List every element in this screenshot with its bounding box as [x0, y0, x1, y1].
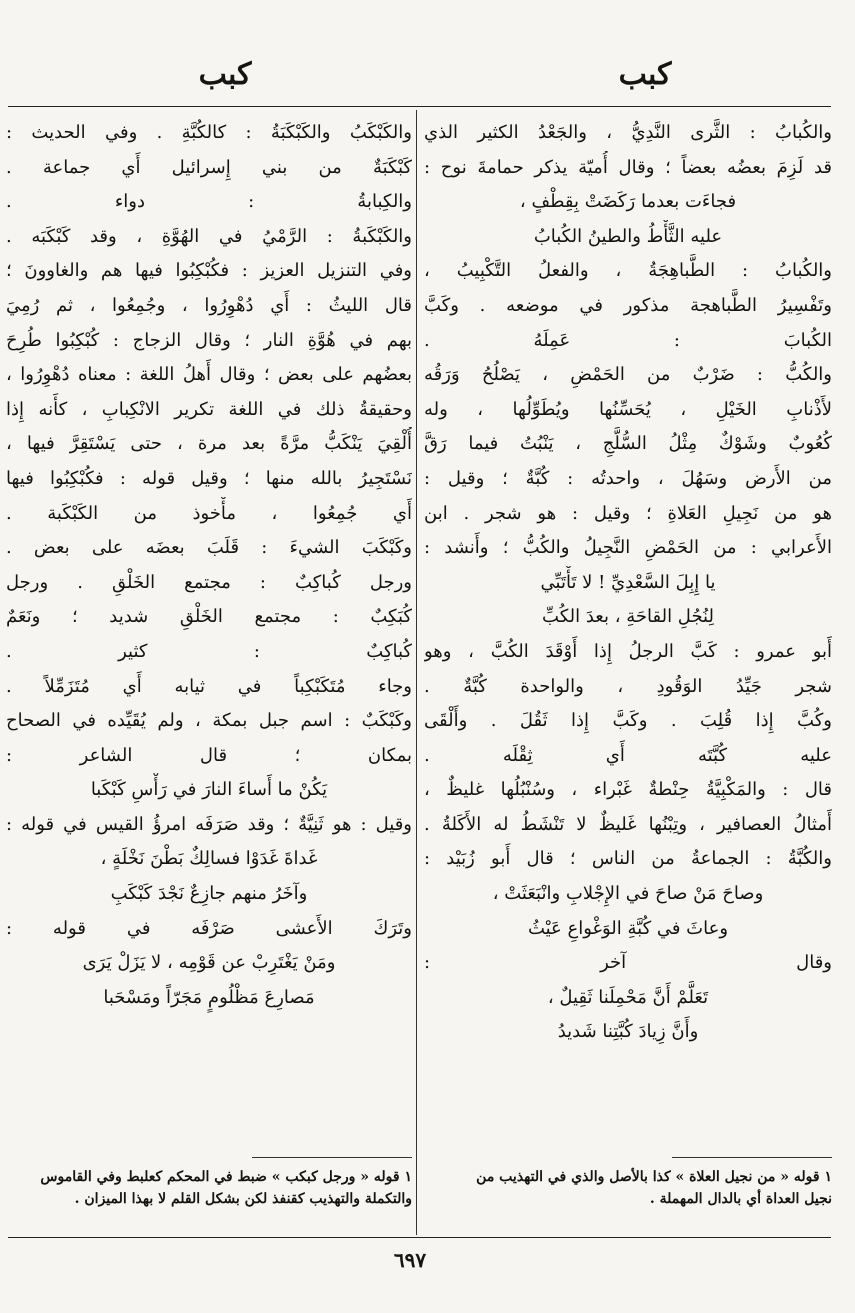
text-line: وكَبْكَبَ الشيءَ : قَلَبَ بعضَه على بعض . — [6, 537, 412, 559]
text-line: وتَرَكَ الأَعشى صَرْفَه في قوله : — [6, 917, 412, 939]
top-rule — [8, 106, 831, 107]
text-line: ورجل كُباكِبٌ : مجتمع الخَلْقِ . ورجل — [6, 571, 412, 593]
header-word-right: كبب — [618, 57, 672, 92]
text-line: والكُبَّةُ : الجماعةُ من الناس ؛ قال أَبو زُبَيْد : — [424, 848, 832, 870]
text-line: والكُبُّ : ضَرْبٌ من الحَمْضِ ، يَصْلُحُ وَرَقُه — [424, 364, 832, 386]
text-line: والكِبابةُ : دواء . — [6, 191, 412, 213]
text-line: قال الليثُ : أَي دُهْوِرُوا ، وجُمِعُوا ، ثم رُمِيَ — [6, 294, 412, 316]
text-line: قد لَزِمَ بعضُه بعضاً ؛ وقال أُميّة يذكر حمامةَ نوح : — [424, 156, 832, 178]
text-line: أَبو عمرو : كَبَّ الرجلُ إِذا أَوْقَدَ الكُبَّ ، وهو — [424, 640, 832, 662]
text-line: من الأَرض وسَهُلَ ، واحدتُه : كُبَّةٌ ؛ وقيل : — [424, 467, 832, 489]
text-line: قال : والمَكْبِيَّةُ حِنْطةٌ غَبْراء ، وسُنْبُلُها غليظٌ ، — [424, 779, 832, 801]
text-line: وقيل : هو ثَنِيَّةٌ ؛ وقد صَرَفَه امرؤُ القيس في قوله : — [6, 813, 412, 835]
verse-line: عليه الثَّأْطُ والطينُ الكُبابُ — [533, 225, 723, 247]
footnote-line: نجيل العداة أي بالدال المهملة . — [649, 1191, 832, 1207]
verse-line: فجاءَت بعدما رَكَضَتْ بِقِطْفٍ ، — [519, 191, 737, 213]
column-divider — [416, 110, 417, 1235]
header-word-left: كبب — [198, 57, 252, 92]
text-line: الكُبابَ : عَمِلَهُ . — [424, 329, 832, 351]
verse-line: مَصارِعَ مَظْلُومٍ مَجَرّاً ومَسْحَبا — [103, 986, 315, 1008]
footnote-rule-right — [672, 1157, 832, 1158]
verse-line: تَعَلَّمْ أَنَّ مَحْمِلَنا ثَقِيلٌ ، — [547, 986, 709, 1008]
footnote-right — [424, 1166, 832, 1210]
footnote-line: ١ قوله « من نجيل العلاة » كذا بالأصل والذي في التهذيب من — [476, 1169, 832, 1185]
verse-line: يَكُنْ ما أَساءَ النارَ في رَأْسِ كَبْكَبا — [90, 779, 328, 801]
verse-line: غَداةَ غَدَوْا فسالِكٌ بَطْنَ نَخْلَةٍ ، — [100, 848, 318, 870]
right-column — [424, 116, 832, 1050]
verse-line: لِنُجُلِ القاحَةِ ، بعدَ الكُبِّ — [542, 606, 714, 628]
text-line: الأَعرابي : من الحَمْضِ النَّجِيلُ والكُبُّ ؛ وأَنشد : — [424, 537, 832, 559]
bottom-rule — [8, 1237, 831, 1238]
text-line: أَي جُمِعُوا ، مأْخوذ من الكَبْكَبة . — [6, 502, 412, 524]
text-line: هو من نَجِيلِ العَلاةِ ؛ وقيل : هو شجر . ابن — [424, 502, 832, 524]
text-line: والكُبابُ : الطَّباهِجَةُ ، والفعلُ التَّكْبِيبُ ، — [424, 260, 832, 282]
text-line: بعضُهم على بعض ؛ وقال أَهلُ اللغة : معناه دُهْوِرُوا ، — [6, 364, 412, 386]
footnote-rule-left — [252, 1157, 412, 1158]
text-line: وفي التنزيل العزيز : فكُبْكِبُوا فيها هم والغاوونَ ؛ — [6, 260, 412, 282]
text-line: والكَبْكَبُ والكَبْكَبَةُ : كالكُبَّةِ . وفي الحديث : — [6, 122, 412, 143]
verse-line: وصاحَ مَنْ صاحَ في الإِجْلابِ وانْبَعَثَتْ ، — [492, 883, 764, 905]
text-line: بهم في هُوَّةِ النار ؛ وقال الزجاج : كُبْكِبُوا طُرِحَ — [6, 329, 412, 351]
text-line: وحقيقةُ ذلك في اللغة تكرير الانْكِبابِ ، كأَنه إِذا — [6, 398, 412, 420]
left-column — [6, 116, 412, 1015]
text-line: شجر جَيِّدُ الوَقُودِ ، والواحدة كُبَّةٌ . — [424, 675, 832, 697]
verse-line: ومَنْ يَغْتَرِبْ عن قَوْمِه ، لا يَزَلْ يَرَى — [82, 952, 336, 974]
page-number: ٦٩٧ — [393, 1248, 427, 1272]
verse-line: يا إِبِلَ السَّعْدِيِّ ! لا تَأْتَبِّي — [540, 571, 716, 593]
text-line: وكُبَّ إِذا قُلِبَ . وكَبَّ إِذا ثَقُلَ . وأَلْقَى — [424, 710, 832, 732]
text-line: نَسْتَجِيرُ بالله منها ؛ وقيل قوله : فكُبْكِبُوا فيها — [6, 467, 412, 489]
text-line: بمكان ؛ قال الشاعر : — [6, 744, 412, 766]
text-line: كُباكِبٌ : كثير . — [6, 640, 412, 662]
verse-line: وآخَرُ منهم جازِعٌ نَجْدَ كَبْكَبِ — [110, 883, 308, 905]
text-line: وجاء مُتَكَبْكِباً في ثيابه أَي مُتَزَمِّلاً . — [6, 675, 412, 697]
text-line: كَبْكَبَةٌ من بني إِسرائيل أَي جماعة . — [6, 156, 412, 178]
text-line: أُلْقِيَ يَنْكَبُّ مرَّةً بعد مرة ، حتى يَسْتَقِرَّ فيها ، — [6, 433, 412, 455]
text-line: كُعُوبٌ وشَوْكٌ مِثْلُ السُّلَّجِ ، يَنْبُتُ فيما رَقَّ — [424, 433, 832, 455]
text-line: والكَبْكَبةُ : الرَّمْيُ في الهُوَّةِ ، وقد كَبْكَبَه . — [6, 225, 412, 247]
text-line: أَمثالُ العصافير ، وتِبْنُها غَليظٌ لا تَنْشَطُ له الأَكَلةُ . — [424, 813, 832, 835]
text-line: وكَبْكَبٌ : اسم جبل بمكة ، ولم يُقَيِّده في الصحاح — [6, 710, 412, 732]
verse-line: وأَنَّ زِيادَ كُبَّتِنا شَديدُ — [557, 1021, 699, 1043]
text-line: والكُبابُ : الثَّرى النَّدِيُّ ، والجَعْدُ الكثير الذي — [424, 122, 832, 143]
text-line: كُبَكِبٌ : مجتمع الخَلْقِ شديد ؛ ونَعَمٌ — [6, 606, 412, 628]
footnote-line: ١ قوله « ورجل كبكب » ضبط في المحكم كعلبط وفي القاموس — [40, 1169, 412, 1185]
text-line: وتَفْسِيرُ الطَّباهجة مذكور في موضعه . وكَبَّ — [424, 294, 832, 316]
text-line: لأَذْنابِ الخَيْلِ ، يُحَسِّنُها ويُطَوِّلُها ، وله — [424, 398, 832, 420]
text-line: عليه كُبَّتَه أَي ثِقْلَه . — [424, 744, 832, 766]
footnote-line: والتكملة والتهذيب كقنفذ لكن بشكل القلم لا بهذا الميزان . — [74, 1191, 412, 1207]
footnote-left — [6, 1166, 412, 1210]
verse-line: وعاثَ في كُبَّةِ الوَغْواعِ عَيْثُ — [527, 917, 729, 939]
text-line: وقال آخر : — [424, 952, 832, 974]
